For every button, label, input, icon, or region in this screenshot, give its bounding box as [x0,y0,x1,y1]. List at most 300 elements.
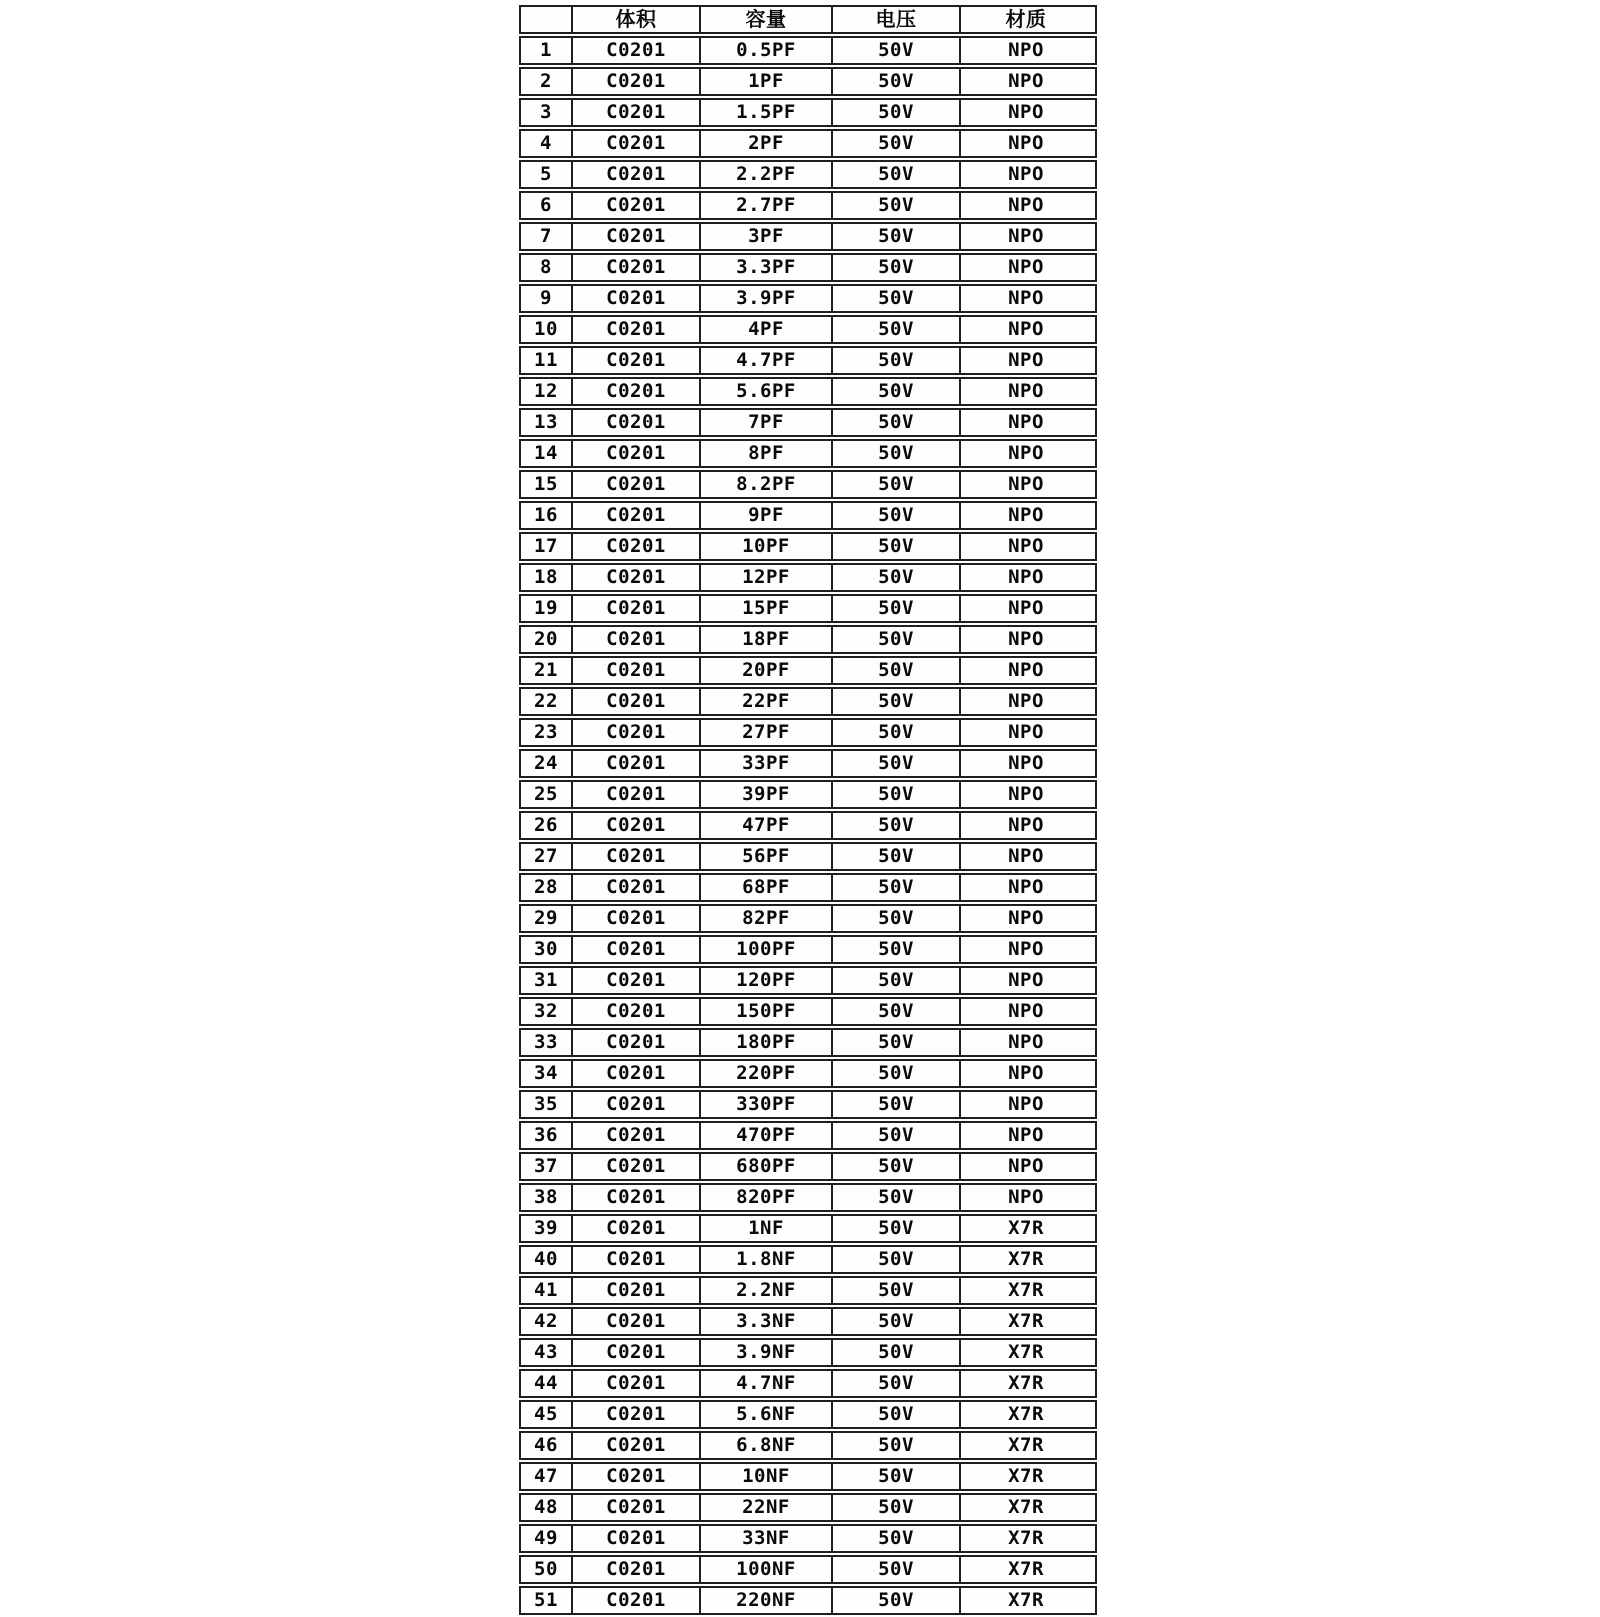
cell-capacity: 7PF [699,410,831,435]
cell-size: C0201 [571,1402,699,1427]
cell-voltage: 50V [831,1526,959,1551]
cell-voltage: 50V [831,813,959,838]
cell-index: 9 [540,287,552,309]
cell-index: 1 [540,39,552,61]
cell-size: C0201 [571,1371,699,1396]
cell-size: C0201 [571,1061,699,1086]
table-row [519,1276,1097,1305]
table-row [519,36,1097,65]
cell-size: C0201 [571,782,699,807]
table-row [519,501,1097,530]
cell-voltage: 50V [831,627,959,652]
cell-capacity: 4.7PF [699,348,831,373]
table-row [519,160,1097,189]
cell-index: 34 [534,1062,558,1084]
cell-capacity: 680PF [699,1154,831,1179]
cell-material: NPO [959,534,1091,559]
cell-material: NPO [959,968,1091,993]
table-row [519,873,1097,902]
cell-voltage: 50V [831,69,959,94]
cell-voltage: 50V [831,38,959,63]
cell-size: C0201 [571,720,699,745]
cell-voltage: 50V [831,1557,959,1582]
cell-size: C0201 [571,1526,699,1551]
cell-index: 21 [534,659,558,681]
cell-material: NPO [959,720,1091,745]
cell-capacity: 18PF [699,627,831,652]
cell-capacity: 22PF [699,689,831,714]
cell-size: C0201 [571,596,699,621]
table-row [519,470,1097,499]
cell-material: NPO [959,1185,1091,1210]
table-row [519,253,1097,282]
cell-index: 15 [534,473,558,495]
cell-capacity: 20PF [699,658,831,683]
cell-voltage: 50V [831,131,959,156]
table-row [519,1245,1097,1274]
cell-material: NPO [959,38,1091,63]
cell-material: NPO [959,627,1091,652]
cell-index: 33 [534,1031,558,1053]
cell-index: 28 [534,876,558,898]
table-row [519,625,1097,654]
cell-size: C0201 [571,534,699,559]
table-row [519,749,1097,778]
cell-size: C0201 [571,1309,699,1334]
cell-capacity: 27PF [699,720,831,745]
cell-index: 30 [534,938,558,960]
cell-material: NPO [959,1123,1091,1148]
table-row [519,315,1097,344]
cell-capacity: 82PF [699,906,831,931]
cell-capacity: 2.2PF [699,162,831,187]
cell-size: C0201 [571,1495,699,1520]
cell-material: X7R [959,1402,1091,1427]
cell-voltage: 50V [831,1309,959,1334]
cell-capacity: 3.3NF [699,1309,831,1334]
table-row [519,1307,1097,1336]
cell-capacity: 10PF [699,534,831,559]
cell-index: 10 [534,318,558,340]
cell-material: NPO [959,193,1091,218]
table-row [519,594,1097,623]
cell-size: C0201 [571,813,699,838]
cell-voltage: 50V [831,1061,959,1086]
cell-index: 50 [534,1558,558,1580]
cell-size: C0201 [571,100,699,125]
cell-capacity: 1.5PF [699,100,831,125]
table-row [519,563,1097,592]
table-row [519,842,1097,871]
cell-material: NPO [959,596,1091,621]
cell-index: 14 [534,442,558,464]
cell-capacity: 9PF [699,503,831,528]
table-row [519,408,1097,437]
cell-size: C0201 [571,1092,699,1117]
cell-material: X7R [959,1371,1091,1396]
cell-material: X7R [959,1278,1091,1303]
cell-index: 31 [534,969,558,991]
cell-index: 7 [540,225,552,247]
cell-capacity: 2.7PF [699,193,831,218]
cell-size: C0201 [571,255,699,280]
cell-size: C0201 [571,627,699,652]
cell-index: 24 [534,752,558,774]
table-row [519,966,1097,995]
cell-voltage: 50V [831,720,959,745]
cell-index: 11 [534,349,558,371]
cell-material: NPO [959,1061,1091,1086]
table-row [519,935,1097,964]
table-row [519,811,1097,840]
cell-size: C0201 [571,1464,699,1489]
cell-voltage: 50V [831,1340,959,1365]
cell-material: X7R [959,1526,1091,1551]
cell-voltage: 50V [831,1464,959,1489]
cell-capacity: 4PF [699,317,831,342]
table-row [519,1121,1097,1150]
table-row [519,1431,1097,1460]
cell-voltage: 50V [831,875,959,900]
cell-voltage: 50V [831,1123,959,1148]
cell-index: 49 [534,1527,558,1549]
table-row [519,98,1097,127]
table-row [519,1555,1097,1584]
cell-material: NPO [959,100,1091,125]
cell-index: 39 [534,1217,558,1239]
cell-index: 18 [534,566,558,588]
cell-voltage: 50V [831,286,959,311]
capacitor-spec-table [519,5,1097,1617]
cell-capacity: 10NF [699,1464,831,1489]
table-row [519,1524,1097,1553]
cell-index: 29 [534,907,558,929]
cell-capacity: 3PF [699,224,831,249]
cell-size: C0201 [571,844,699,869]
cell-size: C0201 [571,937,699,962]
cell-capacity: 56PF [699,844,831,869]
cell-material: NPO [959,1154,1091,1179]
cell-size: C0201 [571,379,699,404]
cell-size: C0201 [571,348,699,373]
table-row [519,1462,1097,1491]
cell-voltage: 50V [831,193,959,218]
cell-size: C0201 [571,1588,699,1613]
cell-size: C0201 [571,658,699,683]
cell-size: C0201 [571,38,699,63]
cell-capacity: 3.9PF [699,286,831,311]
cell-material: NPO [959,1030,1091,1055]
cell-material: NPO [959,348,1091,373]
cell-index: 42 [534,1310,558,1332]
cell-size: C0201 [571,875,699,900]
cell-capacity: 6.8NF [699,1433,831,1458]
cell-voltage: 50V [831,782,959,807]
cell-voltage: 50V [831,1433,959,1458]
cell-voltage: 50V [831,534,959,559]
cell-voltage: 50V [831,1588,959,1613]
cell-size: C0201 [571,224,699,249]
cell-capacity: 3.9NF [699,1340,831,1365]
cell-voltage: 50V [831,937,959,962]
cell-material: NPO [959,224,1091,249]
cell-capacity: 100PF [699,937,831,962]
cell-capacity: 5.6PF [699,379,831,404]
cell-material: NPO [959,565,1091,590]
cell-material: NPO [959,906,1091,931]
cell-material: NPO [959,937,1091,962]
cell-voltage: 50V [831,317,959,342]
cell-material: NPO [959,410,1091,435]
cell-size: C0201 [571,193,699,218]
cell-index: 41 [534,1279,558,1301]
cell-voltage: 50V [831,751,959,776]
cell-voltage: 50V [831,224,959,249]
cell-voltage: 50V [831,999,959,1024]
cell-size: C0201 [571,410,699,435]
table-row [519,687,1097,716]
table-row [519,191,1097,220]
cell-index: 48 [534,1496,558,1518]
cell-capacity: 220NF [699,1588,831,1613]
cell-index: 25 [534,783,558,805]
cell-material: NPO [959,379,1091,404]
cell-voltage: 50V [831,1092,959,1117]
cell-size: C0201 [571,1340,699,1365]
table-row [519,1338,1097,1367]
cell-index: 35 [534,1093,558,1115]
cell-index: 36 [534,1124,558,1146]
table-row [519,222,1097,251]
cell-material: NPO [959,286,1091,311]
cell-size: C0201 [571,472,699,497]
table-row [519,1214,1097,1243]
cell-voltage: 50V [831,1216,959,1241]
table-header-row [519,5,1097,34]
cell-material: X7R [959,1495,1091,1520]
cell-voltage: 50V [831,379,959,404]
cell-size: C0201 [571,69,699,94]
cell-material: NPO [959,844,1091,869]
cell-voltage: 50V [831,1030,959,1055]
table-row [519,1059,1097,1088]
table-row [519,129,1097,158]
cell-size: C0201 [571,317,699,342]
cell-capacity: 8PF [699,441,831,466]
cell-capacity: 22NF [699,1495,831,1520]
table-row [519,1152,1097,1181]
cell-voltage: 50V [831,906,959,931]
cell-material: NPO [959,1092,1091,1117]
cell-voltage: 50V [831,1185,959,1210]
cell-material: NPO [959,782,1091,807]
table-row [519,656,1097,685]
cell-capacity: 330PF [699,1092,831,1117]
cell-index: 20 [534,628,558,650]
cell-index: 43 [534,1341,558,1363]
cell-capacity: 33PF [699,751,831,776]
cell-size: C0201 [571,1278,699,1303]
cell-index: 16 [534,504,558,526]
cell-capacity: 150PF [699,999,831,1024]
table-row [519,780,1097,809]
header-cell-index [521,7,571,32]
cell-voltage: 50V [831,410,959,435]
cell-voltage: 50V [831,255,959,280]
cell-voltage: 50V [831,968,959,993]
header-cell-voltage: 电压 [831,7,959,32]
cell-size: C0201 [571,286,699,311]
cell-capacity: 220PF [699,1061,831,1086]
cell-capacity: 1NF [699,1216,831,1241]
cell-capacity: 4.7NF [699,1371,831,1396]
cell-material: X7R [959,1557,1091,1582]
header-cell-size: 体积 [571,7,699,32]
cell-index: 37 [534,1155,558,1177]
header-cell-material: 材质 [959,7,1091,32]
table-row [519,1369,1097,1398]
cell-index: 22 [534,690,558,712]
cell-index: 19 [534,597,558,619]
cell-size: C0201 [571,1433,699,1458]
cell-voltage: 50V [831,1402,959,1427]
cell-material: X7R [959,1464,1091,1489]
cell-voltage: 50V [831,1154,959,1179]
cell-capacity: 2.2NF [699,1278,831,1303]
cell-index: 17 [534,535,558,557]
cell-voltage: 50V [831,100,959,125]
cell-index: 26 [534,814,558,836]
cell-capacity: 12PF [699,565,831,590]
spec-table-body [519,36,1097,1615]
cell-index: 38 [534,1186,558,1208]
cell-capacity: 15PF [699,596,831,621]
table-row [519,67,1097,96]
cell-size: C0201 [571,1030,699,1055]
cell-index: 44 [534,1372,558,1394]
cell-material: NPO [959,658,1091,683]
table-row [519,1090,1097,1119]
cell-index: 3 [540,101,552,123]
cell-capacity: 68PF [699,875,831,900]
cell-capacity: 47PF [699,813,831,838]
table-row [519,997,1097,1026]
cell-material: NPO [959,689,1091,714]
cell-capacity: 33NF [699,1526,831,1551]
table-row [519,532,1097,561]
cell-material: NPO [959,69,1091,94]
table-row [519,377,1097,406]
cell-index: 6 [540,194,552,216]
table-row [519,1028,1097,1057]
cell-index: 12 [534,380,558,402]
cell-material: NPO [959,317,1091,342]
cell-size: C0201 [571,441,699,466]
table-row [519,284,1097,313]
cell-index: 5 [540,163,552,185]
cell-capacity: 100NF [699,1557,831,1582]
cell-material: X7R [959,1588,1091,1613]
table-row [519,904,1097,933]
cell-capacity: 120PF [699,968,831,993]
cell-material: X7R [959,1247,1091,1272]
cell-voltage: 50V [831,565,959,590]
cell-capacity: 820PF [699,1185,831,1210]
cell-index: 8 [540,256,552,278]
cell-material: X7R [959,1340,1091,1365]
cell-material: NPO [959,751,1091,776]
cell-capacity: 3.3PF [699,255,831,280]
cell-size: C0201 [571,1185,699,1210]
cell-size: C0201 [571,999,699,1024]
cell-index: 47 [534,1465,558,1487]
cell-material: NPO [959,472,1091,497]
cell-material: NPO [959,162,1091,187]
table-row [519,439,1097,468]
cell-material: X7R [959,1216,1091,1241]
cell-capacity: 5.6NF [699,1402,831,1427]
cell-capacity: 180PF [699,1030,831,1055]
cell-size: C0201 [571,503,699,528]
cell-capacity: 470PF [699,1123,831,1148]
cell-material: NPO [959,999,1091,1024]
cell-index: 27 [534,845,558,867]
cell-voltage: 50V [831,441,959,466]
cell-voltage: 50V [831,658,959,683]
cell-material: NPO [959,503,1091,528]
cell-material: NPO [959,813,1091,838]
cell-index: 23 [534,721,558,743]
cell-index: 4 [540,132,552,154]
cell-index: 45 [534,1403,558,1425]
table-row [519,718,1097,747]
cell-size: C0201 [571,131,699,156]
cell-voltage: 50V [831,1278,959,1303]
table-row [519,1493,1097,1522]
cell-material: X7R [959,1309,1091,1334]
cell-size: C0201 [571,1247,699,1272]
cell-capacity: 2PF [699,131,831,156]
cell-voltage: 50V [831,689,959,714]
cell-size: C0201 [571,1557,699,1582]
cell-voltage: 50V [831,1247,959,1272]
cell-voltage: 50V [831,844,959,869]
cell-size: C0201 [571,906,699,931]
cell-index: 2 [540,70,552,92]
cell-material: NPO [959,875,1091,900]
cell-material: NPO [959,441,1091,466]
table-row [519,1400,1097,1429]
cell-size: C0201 [571,689,699,714]
cell-voltage: 50V [831,162,959,187]
cell-material: NPO [959,131,1091,156]
cell-capacity: 8.2PF [699,472,831,497]
cell-size: C0201 [571,565,699,590]
cell-capacity: 1PF [699,69,831,94]
table-row [519,1183,1097,1212]
cell-size: C0201 [571,1216,699,1241]
cell-voltage: 50V [831,1495,959,1520]
cell-index: 51 [534,1589,558,1611]
cell-index: 32 [534,1000,558,1022]
cell-voltage: 50V [831,472,959,497]
cell-index: 46 [534,1434,558,1456]
cell-size: C0201 [571,1123,699,1148]
cell-index: 40 [534,1248,558,1270]
cell-voltage: 50V [831,1371,959,1396]
cell-capacity: 0.5PF [699,38,831,63]
cell-capacity: 39PF [699,782,831,807]
